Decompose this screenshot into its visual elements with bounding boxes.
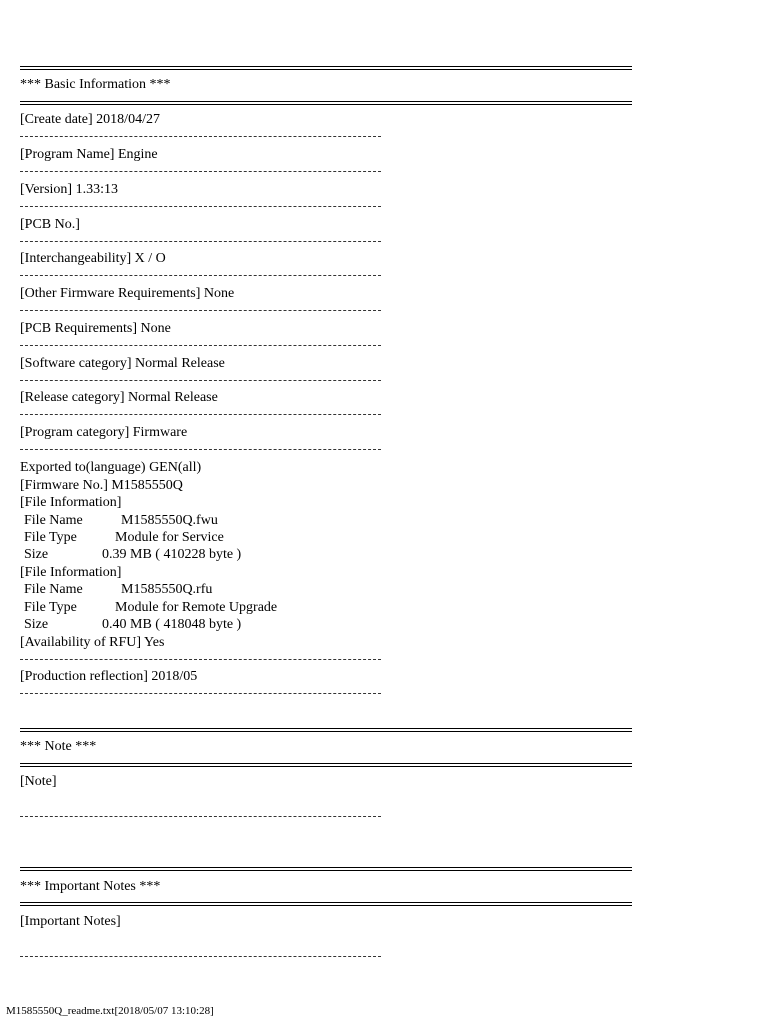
- double-rule: [20, 66, 632, 67]
- dashed-rule: [20, 171, 381, 172]
- dashed-rule: [20, 310, 381, 311]
- file-type-value: Module for Service: [115, 530, 224, 545]
- file-size-label: Size: [24, 617, 49, 632]
- section-title-important: *** Important Notes ***: [20, 879, 161, 894]
- section-title-basic: *** Basic Information ***: [20, 77, 171, 92]
- file-information-heading: [File Information]: [20, 495, 122, 510]
- other-firmware-requirements: [Other Firmware Requirements] None: [20, 286, 235, 301]
- dashed-rule: [20, 275, 381, 276]
- dashed-rule: [20, 241, 381, 242]
- important-notes-label: [Important Notes]: [20, 914, 121, 929]
- file-information-heading: [File Information]: [20, 565, 122, 580]
- dashed-rule: [20, 414, 381, 415]
- file-name-value: M1585550Q.rfu: [121, 582, 213, 597]
- page-footer: M1585550Q_readme.txt[2018/05/07 13:10:28]: [6, 1005, 214, 1017]
- exported-to: Exported to(language) GEN(all): [20, 460, 202, 475]
- file-size-value: 0.39 MB ( 410228 byte ): [102, 547, 242, 562]
- interchangeability: [Interchangeability] X / O: [20, 251, 166, 266]
- create-date: [Create date] 2018/04/27: [20, 112, 160, 127]
- dashed-rule: [20, 345, 381, 346]
- version: [Version] 1.33:13: [20, 182, 118, 197]
- file-type-label: File Type: [24, 530, 77, 545]
- dashed-rule: [20, 956, 381, 957]
- pcb-no: [PCB No.]: [20, 217, 80, 232]
- double-rule: [20, 867, 632, 868]
- file-name-label: File Name: [24, 513, 83, 528]
- file-type-value: Module for Remote Upgrade: [115, 600, 278, 615]
- pcb-requirements: [PCB Requirements] None: [20, 321, 171, 336]
- dashed-rule: [20, 136, 381, 137]
- dashed-rule: [20, 206, 381, 207]
- rfu-availability: [Availability of RFU] Yes: [20, 635, 165, 650]
- dashed-rule: [20, 449, 381, 450]
- program-name: [Program Name] Engine: [20, 147, 158, 162]
- file-name-value: M1585550Q.fwu: [121, 513, 218, 528]
- section-title-note: *** Note ***: [20, 739, 97, 754]
- double-rule: [20, 763, 632, 764]
- file-name-label: File Name: [24, 582, 83, 597]
- double-rule: [20, 902, 632, 903]
- file-type-label: File Type: [24, 600, 77, 615]
- release-category: [Release category] Normal Release: [20, 390, 218, 405]
- software-category: [Software category] Normal Release: [20, 356, 225, 371]
- dashed-rule: [20, 380, 381, 381]
- dashed-rule: [20, 659, 381, 660]
- production-reflection: [Production reflection] 2018/05: [20, 669, 198, 684]
- note-label: [Note]: [20, 774, 57, 789]
- firmware-no: [Firmware No.] M1585550Q: [20, 478, 183, 493]
- file-size-value: 0.40 MB ( 418048 byte ): [102, 617, 242, 632]
- dashed-rule: [20, 816, 381, 817]
- double-rule: [20, 101, 632, 102]
- double-rule: [20, 728, 632, 729]
- file-size-label: Size: [24, 547, 49, 562]
- dashed-rule: [20, 693, 381, 694]
- program-category: [Program category] Firmware: [20, 425, 188, 440]
